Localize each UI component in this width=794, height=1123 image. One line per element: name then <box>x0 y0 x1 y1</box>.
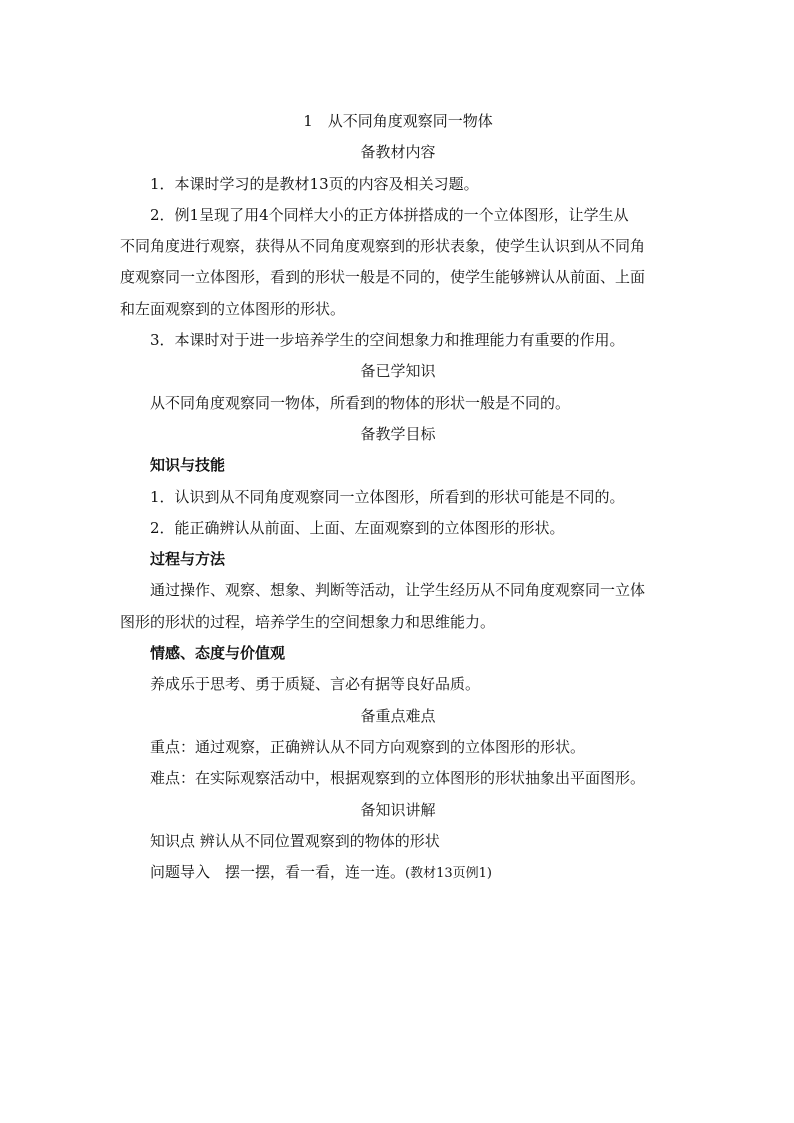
problem-intro-label: 问题导入 <box>150 863 211 882</box>
subheading-emotion-values: 情感、态度与价值观 <box>150 644 286 663</box>
materials-paragraph-2-line-3: 度观察同一立体图形，看到的形状一般是不同的，使学生能够辨认从前面、上面 <box>120 268 646 287</box>
materials-paragraph-2-line-1: 2．例1呈现了用4个同样大小的正方体拼搭成的一个立体图形，让学生从 <box>150 205 629 224</box>
subheading-process-method: 过程与方法 <box>150 550 226 569</box>
knowledge-point: 知识点 辨认从不同位置观察到的物体的形状 <box>150 831 440 850</box>
goal-knowledge-2: 2．能正确辨认从前面、上面、左面观察到的立体图形的形状。 <box>150 518 565 537</box>
prior-paragraph: 从不同角度观察同一物体，所看到的物体的形状一般是不同的。 <box>150 393 571 412</box>
materials-paragraph-2-line-4: 和左面观察到的立体图形的形状。 <box>120 299 346 318</box>
goal-process-line-1: 通过操作、观察、想象、判断等活动，让学生经历从不同角度观察同一立体 <box>150 581 646 600</box>
heading-prior-knowledge: 备已学知识 <box>360 362 436 381</box>
document-page <box>120 106 676 888</box>
key-point: 重点：通过观察，正确辨认从不同方向观察到的立体图形的形状。 <box>150 737 586 756</box>
textbook-reference: (教材13页例1) <box>405 866 492 882</box>
subheading-knowledge-skills: 知识与技能 <box>150 456 226 475</box>
goal-emotion: 养成乐于思考、勇于质疑、言必有据等良好品质。 <box>150 675 481 694</box>
materials-paragraph-1: 1．本课时学习的是教材13页的内容及相关习题。 <box>150 174 479 193</box>
heading-materials: 备教材内容 <box>360 143 436 162</box>
heading-knowledge-explanation: 备知识讲解 <box>360 800 436 819</box>
lesson-title: 1 从不同角度观察同一物体 <box>303 112 493 130</box>
heading-goals: 备教学目标 <box>360 424 436 443</box>
heading-keypoints: 备重点难点 <box>360 706 436 725</box>
goal-knowledge-1: 1．认识到从不同角度观察同一立体图形，所看到的形状可能是不同的。 <box>150 487 625 506</box>
problem-intro-text: 摆一摆，看一看，连一连。 <box>210 863 406 882</box>
materials-paragraph-3: 3．本课时对于进一步培养学生的空间想象力和推理能力有重要的作用。 <box>150 331 625 350</box>
materials-paragraph-2-line-2: 不同角度进行观察，获得从不同角度观察到的形状表象，使学生认识到从不同角 <box>120 237 646 256</box>
goal-process-line-2: 图形的形状的过程，培养学生的空间想象力和思维能力。 <box>120 612 496 631</box>
problem-intro <box>120 857 676 888</box>
difficult-point: 难点：在实际观察活动中，根据观察到的立体图形的形状抽象出平面图形。 <box>150 769 646 788</box>
